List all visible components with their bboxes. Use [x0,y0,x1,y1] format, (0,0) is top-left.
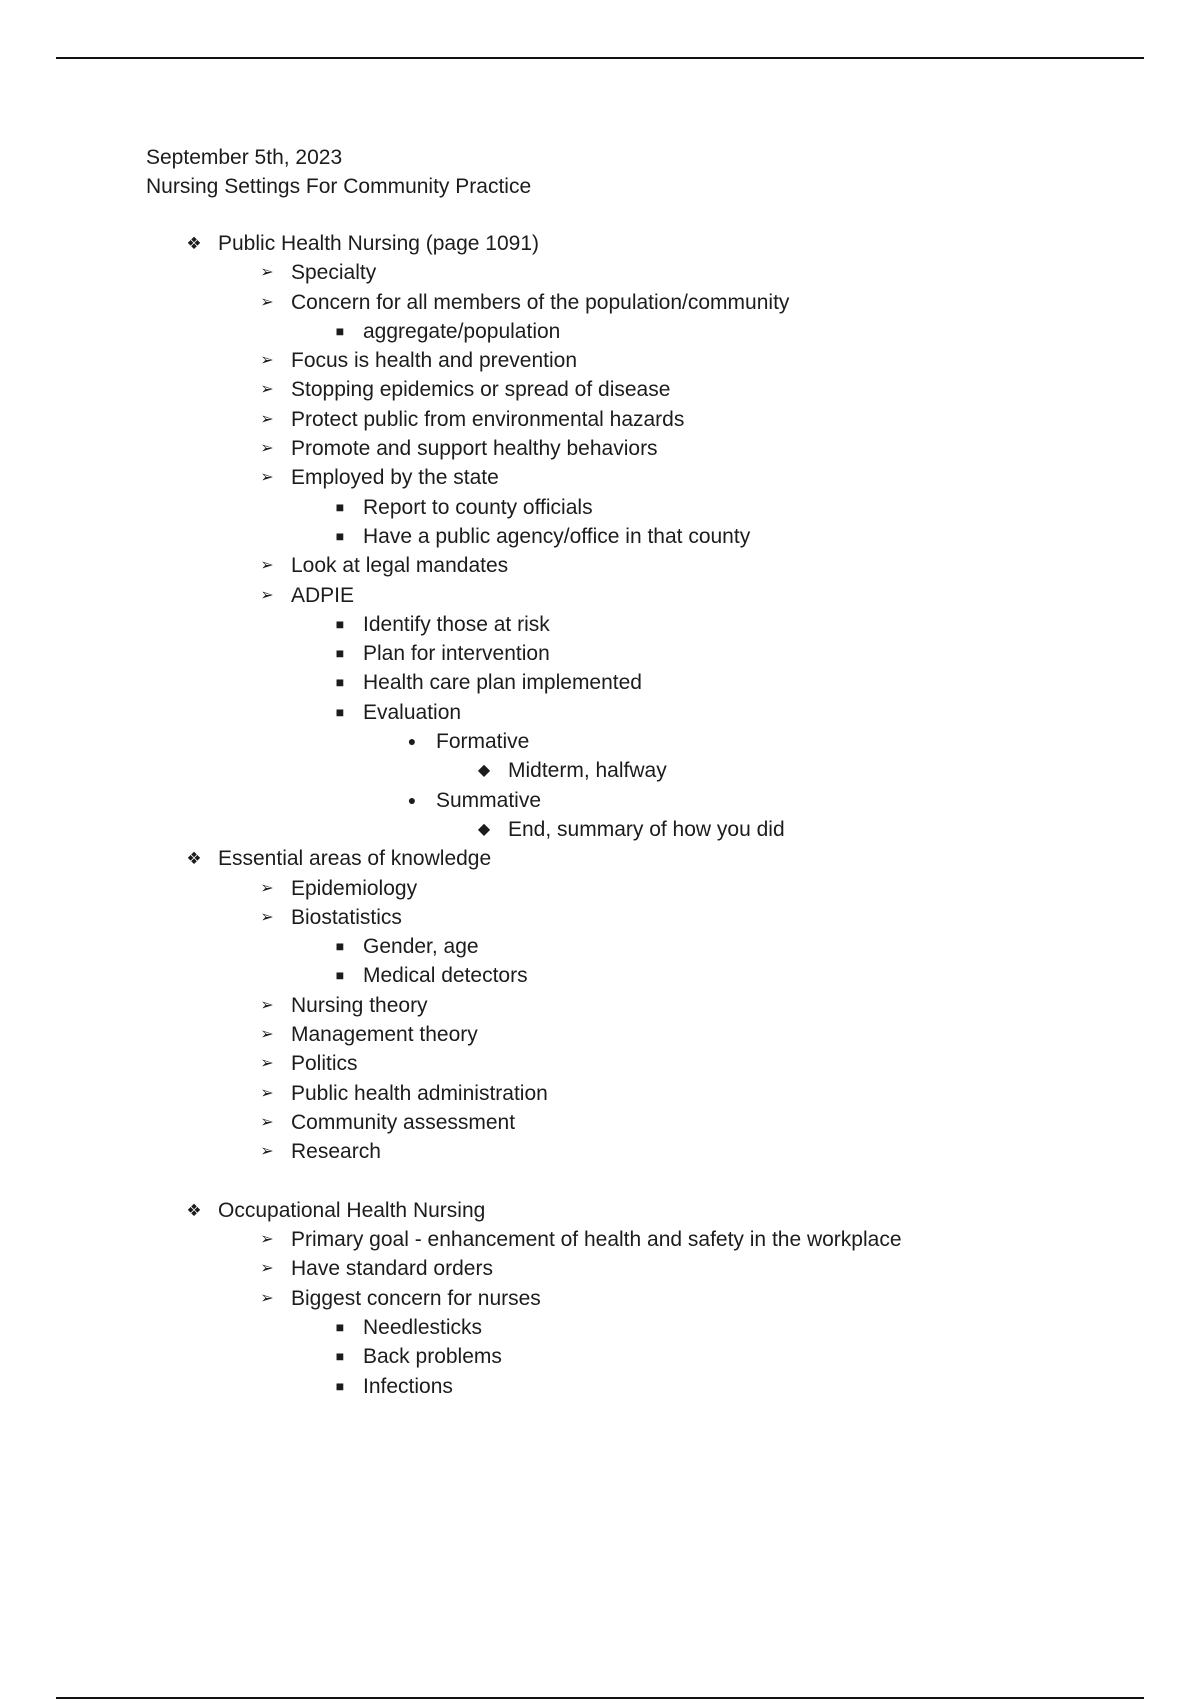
list-item [146,1313,1146,1342]
list-item [146,1225,1146,1254]
list-item-text: Evaluation [363,700,462,724]
list-item-text: Summative [436,788,542,812]
list-item-text: Focus is health and prevention [291,349,578,373]
list-item-text: Community assessment [291,1110,516,1134]
bullet-l3-icon: ■ [335,703,345,720]
list-item [146,1284,1146,1313]
bullet-l2-icon: ➢ [260,1084,274,1102]
list-item-text: Biggest concern for nurses [291,1286,541,1310]
list-item [146,288,1146,317]
list-item-text: aggregate/population [363,319,561,343]
bullet-l4-icon: ● [407,791,417,808]
list-item [146,874,1146,903]
list-item-text: Needlesticks [363,1315,483,1339]
outline [146,229,1146,1401]
bullet-l5-icon: ◆ [477,762,491,780]
bullet-l3-icon: ■ [335,1348,345,1365]
bullet-l2-icon: ➢ [260,1289,274,1307]
list-item-text: Formative [436,730,530,754]
bullet-l1-icon: ❖ [186,1200,202,1220]
list-item [146,786,1146,815]
list-item [146,258,1146,287]
list-item-text: Have standard orders [291,1257,493,1281]
list-item [146,756,1146,785]
section-title: Occupational Health Nursing [218,1198,486,1222]
list-item-text: Report to county officials [363,495,593,519]
section-title: Essential areas of knowledge [218,847,492,871]
list-item-text: Specialty [291,261,377,285]
list-item [146,1254,1146,1283]
bullet-l1-icon: ❖ [186,849,202,869]
list-item-text: Epidemiology [291,876,418,900]
list-item-text: Gender, age [363,935,479,959]
document-body [146,143,1146,1401]
list-item [146,405,1146,434]
bullet-l5-icon: ◆ [477,820,491,838]
list-item [146,903,1146,932]
bullet-l3-icon: ■ [335,645,345,662]
bullet-l1-icon: ❖ [186,234,202,253]
list-item [146,434,1146,463]
bullet-l3-icon: ■ [335,1318,345,1335]
list-item [146,639,1146,668]
list-item [146,1079,1146,1108]
list-item [146,1020,1146,1049]
bullet-l3-icon: ■ [335,498,345,515]
list-item-text: Back problems [363,1345,502,1369]
bullet-l2-icon: ➢ [260,1143,274,1161]
bullet-l2-icon: ➢ [260,1055,274,1073]
list-item [146,1372,1146,1401]
bullet-l2-icon: ➢ [260,1026,274,1044]
list-item-text: Public health administration [291,1081,548,1105]
bullet-l3-icon: ■ [335,1377,345,1394]
list-item [146,961,1146,990]
list-item [146,463,1146,492]
list-item [146,815,1146,844]
list-item-text: Health care plan implemented [363,671,642,695]
list-item-text: End, summary of how you did [508,817,785,841]
list-item-text: Medical detectors [363,964,528,988]
bullet-l2-icon: ➢ [260,293,274,311]
list-item [146,346,1146,375]
list-item [146,493,1146,522]
bullet-l2-icon: ➢ [260,1260,274,1278]
list-item-text: Primary goal - enhancement of health and safety in the workplace [291,1228,902,1252]
note-title: Nursing Settings For Community Practice [146,175,532,198]
bullet-l2-icon: ➢ [260,264,274,282]
bullet-l2-icon: ➢ [260,410,274,428]
section-title: Public Health Nursing (page 1091) [218,232,540,255]
section-heading [146,1196,1146,1225]
list-item-text: Infections [363,1374,453,1398]
list-item [146,581,1146,610]
list-item-text: Have a public agency/office in that county [363,524,751,548]
list-item [146,727,1146,756]
list-item-text: Research [291,1140,381,1164]
list-item [146,551,1146,580]
bullet-l2-icon: ➢ [260,1231,274,1249]
bullet-l3-icon: ■ [335,527,345,544]
list-item-text: Protect public from environmental hazards [291,407,685,431]
list-item [146,668,1146,697]
list-item [146,1108,1146,1137]
section-heading [146,844,1146,873]
list-item [146,698,1146,727]
bullet-l4-icon: ● [407,733,417,750]
bullet-l3-icon: ■ [335,322,345,339]
section-spacer [146,1167,1146,1196]
list-item [146,317,1146,346]
bullet-l2-icon: ➢ [260,469,274,487]
bullet-l3-icon: ■ [335,938,345,955]
section-heading [146,229,1146,258]
list-item [146,610,1146,639]
list-item [146,375,1146,404]
list-item [146,1342,1146,1371]
list-item [146,932,1146,961]
header-spacer [146,201,1146,229]
list-item-text: Plan for intervention [363,642,550,666]
list-item-text: Management theory [291,1023,478,1047]
bullet-l3-icon: ■ [335,967,345,984]
bullet-l3-icon: ■ [335,674,345,691]
bullet-l2-icon: ➢ [260,996,274,1014]
top-divider [56,57,1144,59]
bullet-l3-icon: ■ [335,615,345,632]
list-item-text: Identify those at risk [363,612,550,636]
bullet-l2-icon: ➢ [260,440,274,458]
bottom-divider [56,1697,1144,1699]
list-item-text: Midterm, halfway [508,759,667,783]
list-item-text: Promote and support healthy behaviors [291,437,658,461]
list-item [146,522,1146,551]
list-item-text: ADPIE [291,583,355,607]
bullet-l2-icon: ➢ [260,586,274,604]
list-item-text: Politics [291,1052,358,1076]
list-item [146,1049,1146,1078]
list-item-text: Biostatistics [291,905,402,929]
bullet-l2-icon: ➢ [260,352,274,370]
note-date: September 5th, 2023 [146,146,343,169]
bullet-l2-icon: ➢ [260,381,274,399]
bullet-l2-icon: ➢ [260,557,274,575]
list-item [146,991,1146,1020]
bullet-l2-icon: ➢ [260,908,274,926]
bullet-l2-icon: ➢ [260,879,274,897]
list-item-text: Nursing theory [291,993,428,1017]
list-item-text: Stopping epidemics or spread of disease [291,378,671,402]
list-item [146,1137,1146,1166]
list-item-text: Look at legal mandates [291,554,509,578]
list-item-text: Employed by the state [291,466,499,490]
list-item-text: Concern for all members of the population/community [291,290,790,314]
bullet-l2-icon: ➢ [260,1113,274,1131]
